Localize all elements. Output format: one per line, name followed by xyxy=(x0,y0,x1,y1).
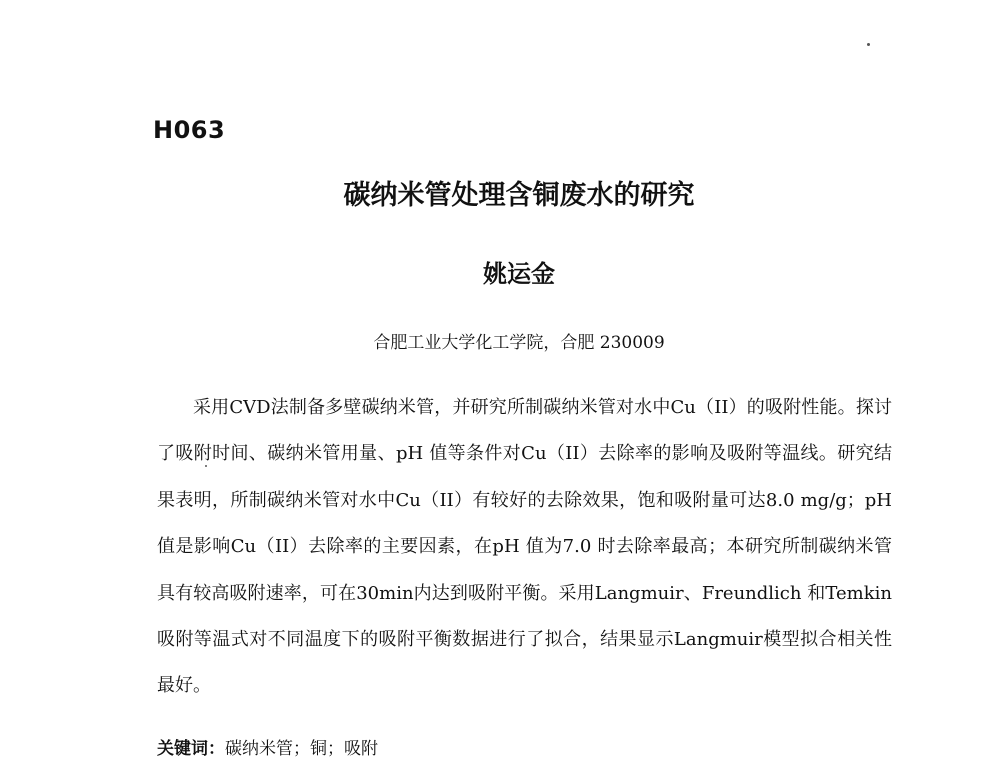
document-code: H063 xyxy=(153,116,226,144)
author-name: 姚运金 xyxy=(483,260,555,288)
keywords-list: 碳纳米管；铜；吸附 xyxy=(225,739,378,759)
author-affiliation: 合肥工业大学化工学院，合肥 230009 xyxy=(373,333,665,353)
abstract-paragraph: 采用CVD法制备多壁碳纳米管，并研究所制碳纳米管对水中Cu（II）的吸附性能。探讨了吸附时间、碳纳米管用量、pH 值等条件对Cu（II）去除率的影响及吸附等温线。研究结果表明，所制碳纳米管对水中Cu（II）有较好的去除效果，饱和吸附量可达8.0 mg/g；pH 值是影响Cu（II）去除率的主要因素，在pH 值为7.0 时去除率最高；本研究所制碳纳米管具有较高吸附速率，可在30min内达到吸附平衡。采用Langmuir、Freundlich 和Temkin 吸附等温式对不同温度下的吸附平衡数据进行了拟合，结果显示Langmuir模型拟合相关性最好。 xyxy=(157,397,892,697)
document-title: 碳纳米管处理含铜废水的研究 xyxy=(343,180,695,211)
keywords-label: 关键词： xyxy=(157,739,225,759)
keywords-line xyxy=(157,734,378,759)
scan-speck-top xyxy=(867,43,870,46)
scan-speck-abstract xyxy=(205,465,207,467)
